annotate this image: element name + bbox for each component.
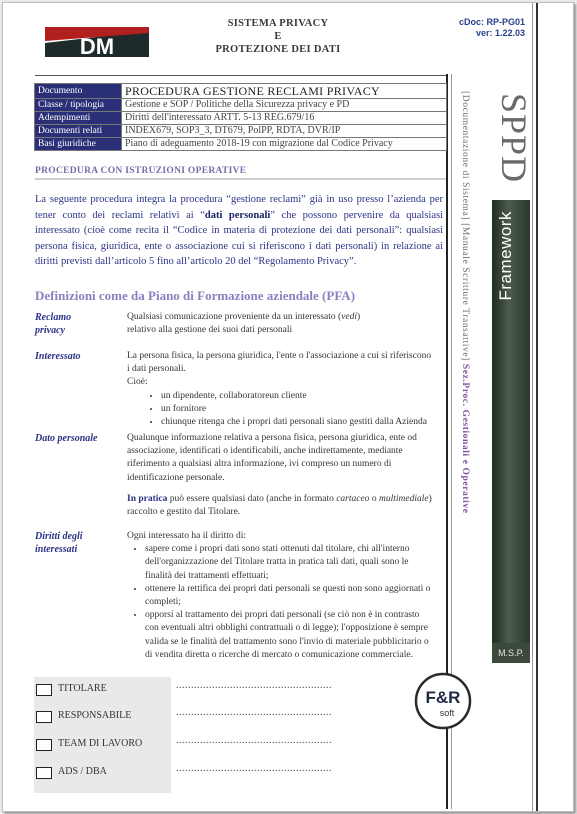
signature-checkbox[interactable] xyxy=(36,711,52,723)
meta-value: Gestione e SOP / Politiche della Sicurezza privacy e PD xyxy=(122,99,447,112)
signature-checkbox[interactable] xyxy=(36,684,52,696)
desc-reclamo-privacy: Qualsiasi comunicazione proveniente da un interessato (vedi) relativo alla gestione dei suoi dati personali xyxy=(127,312,361,336)
signature-label: TEAM DI LAVORO xyxy=(58,738,143,749)
document-header-title: SISTEMA PRIVACY E PROTEZIONE DEI DATI xyxy=(215,18,341,55)
meta-value: Piano di adeguamento 2018-19 con migrazione dal Codice Privacy xyxy=(122,138,447,151)
signature-label: RESPONSABILE xyxy=(58,710,132,721)
list-item: • ottenere la rettifica dei propri dati personali se questi non sono aggiornati o completi; xyxy=(145,583,432,609)
doc-code: cDoc: RP-PG01 xyxy=(458,17,525,27)
list-item: • opporsi al trattamento dei propri dati personali (se ciò non è in contrasto con eventuali altri obblighi contrattuali o di legge); l'opposizione è sempre valida se le finalità del trattamento sono l'invio di materiale pubblicitario o di vendita diretta o ricerche di mercato o comunicazione commerciale. xyxy=(145,609,432,662)
signature-line: .................................................... xyxy=(176,735,332,746)
intro-paragraph: La seguente procedura integra la procedura “gestione reclami” già in uso presso l’azienda per tener conto dei reclami relativi ai “dati personali” che possono pervenire da qualsiasi interessato (cioè come recita il “Codice in materia di protezione dei dati personali”: qualsiasi persona fisica, giuridica, ente o associazione cui si riferiscono i dati personali) in relazione ai diritti previsti dall’articolo 5 fino all’articolo 20 del “Regolamento Privacy”. xyxy=(35,194,443,267)
desc-diritti-interessati: Ogni interessato ha il diritto di: • sapere come i propri dati sono stati ottenuti dal titolare, chi all'interno dell'organizzazione del Titolare tratta in pratica tali dati, quali sono le finalità dei trattamenti effettuati; • ottenere la rettifica dei propri dati personali se questi non sono aggiornati o completi; • opporsi al trattamento dei propri dati personali (se ciò non è in contrasto con eventuali altri obblighi contrattuali o di legge); l'opposizione è sempre valida se le finalità del trattamento sono l'invio di materiale pubblicitario o di vendita diretta o ricerche di mercato o comunicazione commerciale. xyxy=(127,530,432,662)
table-row xyxy=(35,138,447,151)
meta-key: Classe / tipologia xyxy=(35,99,122,112)
meta-key: Basi giuridiche xyxy=(35,138,122,151)
table-row xyxy=(35,112,447,125)
header-divider xyxy=(35,75,446,76)
svg-text:F&R: F&R xyxy=(425,688,461,707)
signature-line: .................................................... xyxy=(176,680,332,691)
signature-checkbox[interactable] xyxy=(36,767,52,779)
table-row xyxy=(35,84,447,99)
logo-text: DM xyxy=(79,34,115,59)
document-code xyxy=(443,17,525,39)
list-item: • sapere come i propri dati sono stati ottenuti dal titolare, chi all'interno dell'organizzazione del Titolare tratta in pratica tali dati, quali sono le finalità dei trattamenti effettuati; xyxy=(145,543,432,583)
table-row xyxy=(35,125,447,138)
signature-label: ADS / DBA xyxy=(58,766,107,777)
meta-value: INDEX679, SOP3_3, DT679, PolPP, RDTA, DVR/IP xyxy=(122,125,447,138)
list-item: • chiunque ritenga che i propri dati personali siano gestiti dalla Azienda xyxy=(161,416,432,429)
signature-row-ads-dba xyxy=(34,763,404,782)
meta-key: Documento xyxy=(35,84,122,99)
signature-row-titolare xyxy=(34,680,404,699)
term-reclamo-privacy: Reclamo privacy xyxy=(35,312,72,336)
metadata-table xyxy=(34,83,447,151)
section-underline xyxy=(35,178,446,180)
framework-label: Framework xyxy=(496,211,515,301)
meta-value: PROCEDURA GESTIONE RECLAMI PRIVACY xyxy=(122,84,447,99)
svg-text:soft: soft xyxy=(439,708,455,718)
meta-key: Documenti relati xyxy=(35,125,122,138)
signature-checkbox[interactable] xyxy=(36,739,52,751)
sppd-title: SPPD xyxy=(494,93,534,184)
dm-logo xyxy=(41,23,153,61)
desc-dato-personale: Qualunque informazione relativa a persona fisica, persona giuridica, ente od associazione, identificati o identificabili, anche indirettamente, mediante riferimento a qualsiasi altra informazione, ivi compreso un numero di identificazione personale. In pratica può essere qualsiasi dato (anche in formato cartaceo o multimediale) raccolto e gestito dal Titolare. xyxy=(127,433,432,518)
meta-value: Diritti dell'interessato ARTT. 5-13 REG.679/16 xyxy=(122,112,447,125)
side-divider-right xyxy=(536,3,538,811)
signature-line: .................................................... xyxy=(176,763,332,774)
side-vertical-caption: [Documentazione di Sistema] [Manuale Scritture Transattive] Sez.Proc. Gestionali e Operative xyxy=(460,91,470,514)
doc-version: ver: 1.22.03 xyxy=(475,28,525,38)
list-item: • un fornitore xyxy=(161,403,432,416)
signature-row-responsabile xyxy=(34,707,404,726)
desc-interessato: La persona fisica, la persona giuridica, l'ente o l'associazione a cui si riferiscono i dati personali. Cioè: • un dipendente, collaboratoreun cliente • un fornitore • chiunque ritenga che i propri dati personali siano gestiti dalla Azienda xyxy=(127,350,432,429)
msp-label: M.S.P. xyxy=(492,643,530,663)
section-title: PROCEDURA CON ISTRUZIONI OPERATIVE xyxy=(35,166,247,176)
term-interessato: Interessato xyxy=(35,351,81,362)
term-dato-personale: Dato personale xyxy=(35,433,98,444)
signature-line: .................................................... xyxy=(176,707,332,718)
fr-soft-logo xyxy=(413,672,473,730)
document-page xyxy=(2,2,574,812)
list-item: • un dipendente, collaboratoreun cliente xyxy=(161,390,432,403)
signature-label: TITOLARE xyxy=(58,683,107,694)
term-diritti-interessati: Diritti degli interessati xyxy=(35,531,83,555)
signature-row-team xyxy=(34,735,404,754)
table-row xyxy=(35,99,447,112)
meta-key: Adempimenti xyxy=(35,112,122,125)
definitions-title: Definizioni come da Piano di Formazione aziendale (PFA) xyxy=(35,288,356,303)
